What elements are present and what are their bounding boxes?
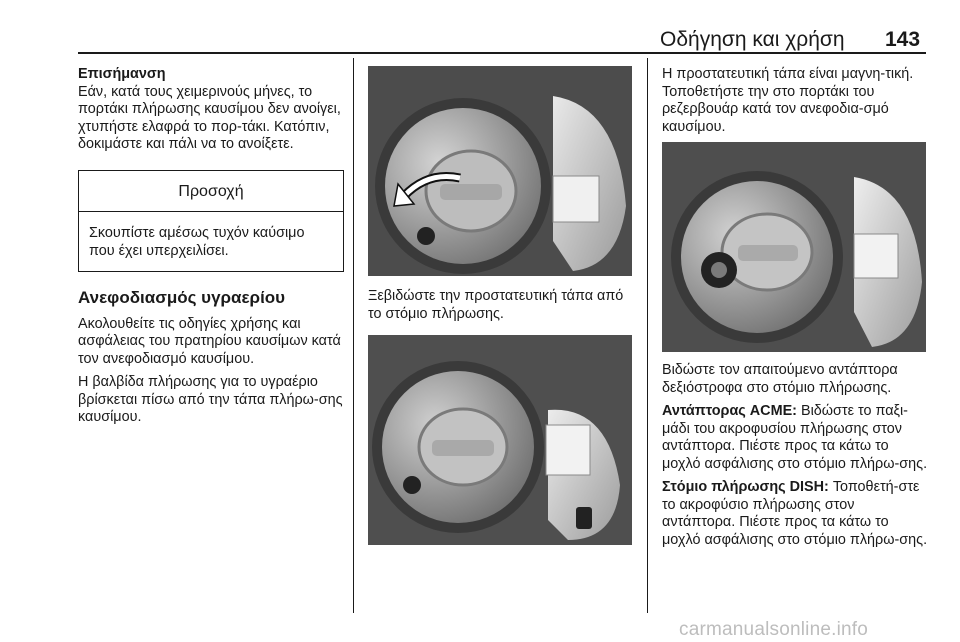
paragraph: Βιδώστε τον απαιτούμενο αντάπτορα δεξιόστροφα στο στόμιο πλήρωσης. xyxy=(662,362,898,396)
note-heading: Επισήμανση xyxy=(78,66,166,82)
fuel-cap-unscrew-illustration xyxy=(368,66,632,276)
paragraph: Ακολουθείτε τις οδηγίες χρήσης και ασφάλειας του πρατηρίου καυσίμων κατά τον ανεφοδιασμό καυσίμου. xyxy=(78,315,341,367)
paragraph: Η προστατευτική τάπα είναι μαγνη-τική. Τοποθετήστε την στο πορτάκι του ρεζερβουάρ κατά τον ανεφοδια-σμό καυσίμου. xyxy=(662,66,914,135)
page-number: 143 xyxy=(885,28,921,51)
paragraph-acme xyxy=(662,403,930,473)
column-middle xyxy=(368,66,634,545)
column-divider xyxy=(647,58,648,613)
paragraph-dish xyxy=(662,479,930,549)
protective-cap-removed-illustration xyxy=(368,335,632,545)
header-rule xyxy=(78,52,926,54)
dish-term: Στόμιο πλήρωσης DISH: xyxy=(662,479,829,495)
caution-text: Σκουπίστε αμέσως τυχόν καύσιμο που έχει υπερχειλίσει. xyxy=(89,225,305,259)
acme-term: Αντάπτορας ACME: xyxy=(662,403,797,419)
column-right xyxy=(662,66,930,555)
caution-box xyxy=(78,170,344,273)
running-header-title: Οδήγηση και χρήση xyxy=(660,28,845,51)
caution-title: Προσοχή xyxy=(79,171,343,213)
acme-text: Βιδώστε το παξι-μάδι του ακροφυσίου πλήρωσης στον αντάπτορα. Πιέστε προς τα κάτω το μοχλό ασφάλισης στο στόμιο πλήρω-σης. xyxy=(662,403,928,472)
column-left xyxy=(78,66,344,433)
note-text: Εάν, κατά τους χειμερινούς μήνες, το πορτάκι πλήρωσης καυσίμου δεν ανοίγει, χτυπήστε ελαφρά το πορ-τάκι. Κατόπιν, δοκιμάστε και πάλι να το ανοίξετε. xyxy=(78,83,341,152)
figure-caption: Ξεβιδώστε την προστατευτική τάπα από το στόμιο πλήρωσης. xyxy=(368,288,624,322)
column-divider xyxy=(353,58,354,613)
watermark: carmanualsonline.info xyxy=(679,619,869,640)
dish-text: Τοποθετή-στε το ακροφύσιο πλήρωσης στον αντάπτορα. Πιέστε προς τα κάτω το μοχλό ασφάλισης στο στόμιο πλήρω-σης. xyxy=(662,479,928,548)
paragraph: Η βαλβίδα πλήρωσης για το υγραέριο βρίσκεται πίσω από την τάπα πλήρω-σης καυσίμου. xyxy=(78,374,343,425)
adapter-screw-in-illustration xyxy=(662,142,926,352)
section-heading: Ανεφοδιασμός υγραερίου xyxy=(78,288,286,307)
